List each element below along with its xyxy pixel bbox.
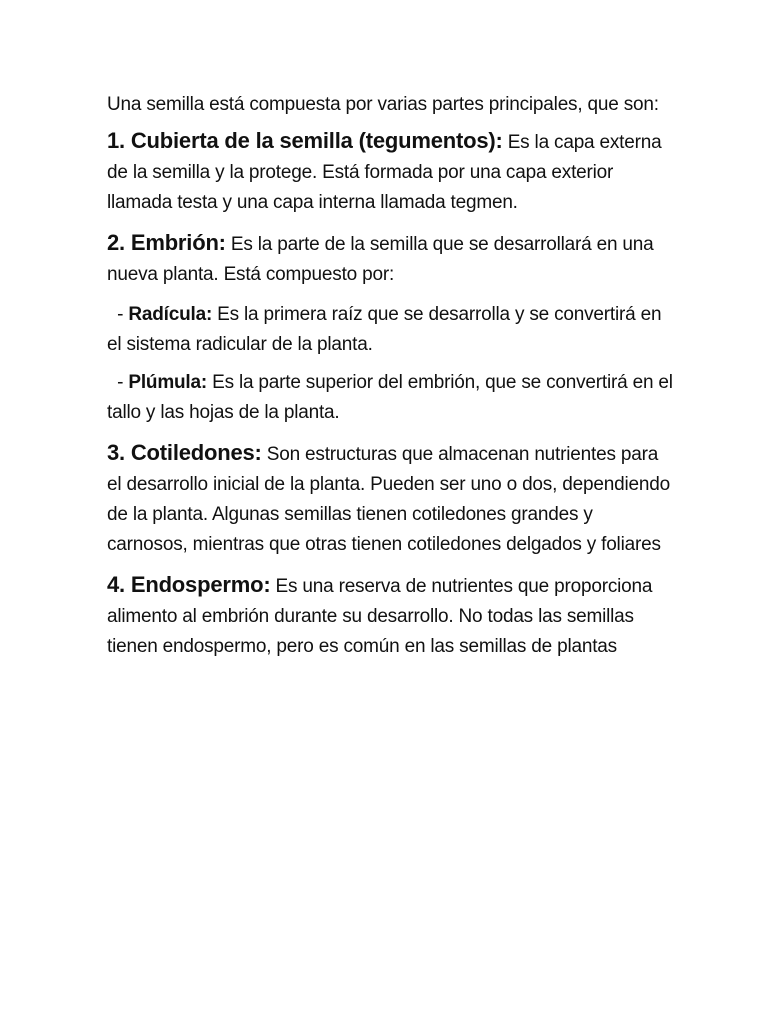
section-body: Son estructuras que almacenan nutrientes para el desarrollo inicial de la planta. Pueden ser uno o dos, dependiendo de la planta. Algunas semillas tienen cotiledones grandes y carnosos, mientras que otras tienen cotiledones delgados y foliares — [107, 444, 670, 555]
section-seed-coat — [107, 126, 677, 218]
sub-heading: Radícula: — [128, 304, 213, 325]
embryo-part-radicle — [107, 300, 677, 360]
section-cotyledons — [107, 438, 677, 560]
sub-body: Es la primera raíz que se desarrolla y se convertirá en el sistema radicular de la planta. — [107, 304, 662, 355]
section-embryo — [107, 228, 677, 290]
section-body: Es la capa externa de la semilla y la protege. Está formada por una capa exterior llamada testa y una capa interna llamada tegmen. — [107, 132, 662, 213]
section-endosperm — [107, 570, 677, 662]
list-dash: - — [107, 372, 129, 393]
section-heading: 1. Cubierta de la semilla (tegumentos): — [107, 128, 503, 153]
sub-body: Es la parte superior del embrión, que se convertirá en el tallo y las hojas de la planta. — [107, 372, 673, 423]
embryo-part-plumule — [107, 368, 677, 428]
sub-heading: Plúmula: — [128, 372, 208, 393]
list-dash: - — [107, 304, 129, 325]
document-page — [107, 90, 677, 672]
section-body: Es la parte de la semilla que se desarrollará en una nueva planta. Está compuesto por: — [107, 234, 654, 285]
intro-paragraph: Una semilla está compuesta por varias partes principales, que son: — [107, 94, 659, 115]
section-heading: 3. Cotiledones: — [107, 440, 262, 465]
section-heading: 2. Embrión: — [107, 230, 226, 255]
section-heading: 4. Endospermo: — [107, 572, 271, 597]
section-body: Es una reserva de nutrientes que proporciona alimento al embrión durante su desarrollo. No todas las semillas tienen endospermo, pero es común en las semillas de plantas — [107, 576, 653, 657]
